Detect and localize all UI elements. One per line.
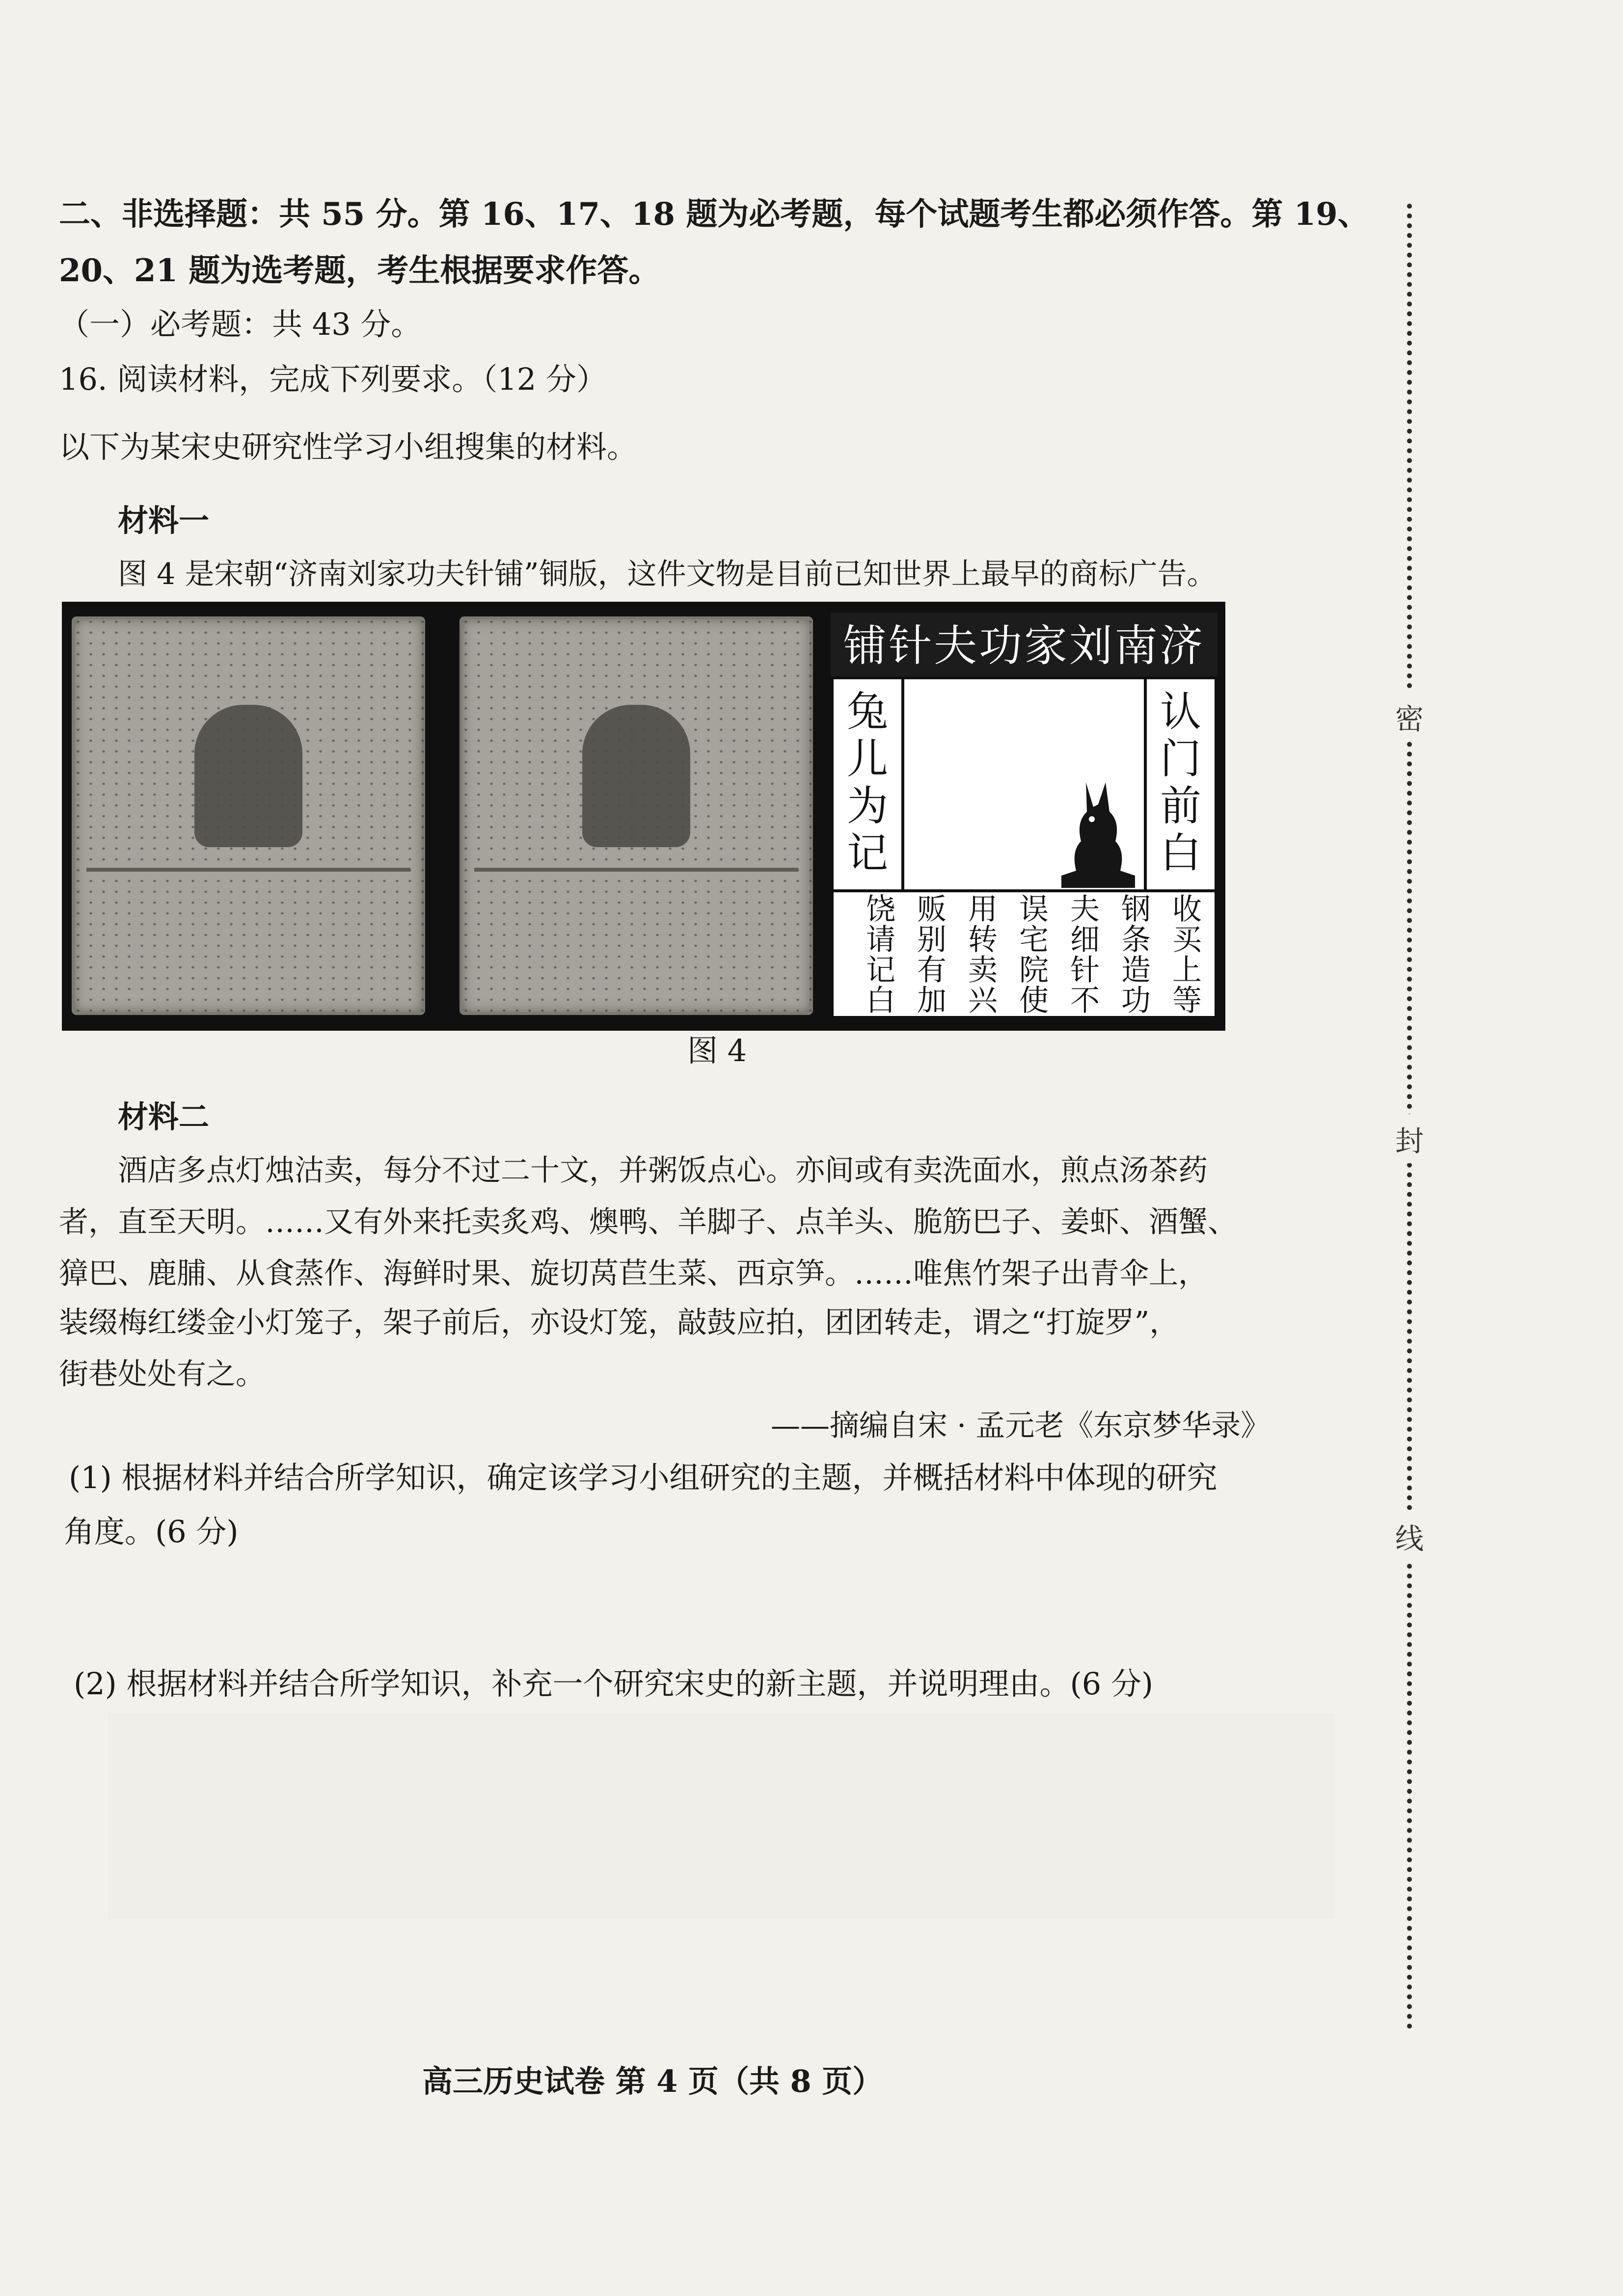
rabbit-figure-relief (194, 705, 302, 847)
drawing-bottom-panel (831, 889, 1217, 1019)
bronze-plate-drawing (828, 610, 1220, 1022)
answer-area[interactable] (108, 1713, 1335, 1919)
drawing-column-5: 用转卖兴 (968, 892, 998, 1018)
material2-label: 材料二 (118, 1099, 210, 1135)
material2-line-1: 酒店多点灯烛沽卖，每分不过二十文，并粥饭点心。亦间或有卖洗面水，煎点汤茶药 (118, 1153, 1208, 1188)
drawing-center-panel (901, 676, 1147, 892)
material1-text: 图 4 是宋朝“济南刘家功夫针铺”铜版，这件文物是目前已知世界上最早的商标广告。 (118, 557, 1217, 591)
drawing-column-2: 钢条造功 (1121, 892, 1151, 1018)
page-footer: 高三历史试卷 第 4 页（共 8 页） (422, 2063, 883, 2099)
drawing-right-panel (1144, 676, 1217, 892)
material2-line-2: 者，直至天明。……又有外来托卖炙鸡、燠鸭、羊脚子、点羊头、脆筋巴子、姜虾、酒蟹、 (59, 1205, 1237, 1239)
rabbit-icon (1052, 777, 1145, 890)
material2-line-3: 獐巴、鹿脯、从食蒸作、海鲜时果、旋切莴苣生菜、西京笋。……唯焦竹架子出青伞上， (59, 1256, 1208, 1291)
drawing-right-text: 认门前白 (1160, 688, 1201, 877)
binding-xian: 线 (1395, 1512, 1424, 1561)
material2-source: ——摘编自宋 · 孟元老《东京梦华录》 (771, 1409, 1271, 1443)
material2-line-4: 装缀梅红缕金小灯笼子，架子前后，亦设灯笼，敲鼓应拍，团团转走，谓之“打旋罗”， (59, 1306, 1179, 1340)
part1-line1: (1) 根据材料并结合所学知识，确定该学习小组研究的主题，并概括材料中体现的研究 (69, 1460, 1217, 1495)
section-header-line1: 二、非选择题：共 55 分。第 16、17、18 题为必考题，每个试题考生都必须作答。第 19、 (59, 196, 1369, 233)
part2-question: (2) 根据材料并结合所学知识，补充一个研究宋史的新主题，并说明理由。(6 分) (74, 1666, 1154, 1702)
section-header-line2: 20、21 题为选考题，考生根据要求作答。 (59, 252, 660, 289)
drawing-column-7: 饶请记白 (866, 892, 895, 1018)
question-intro: 以下为某宋史研究性学习小组搜集的材料。 (59, 429, 638, 465)
part1-line2: 角度。(6 分) (64, 1514, 239, 1549)
question-title: 16. 阅读材料，完成下列要求。（12 分） (59, 361, 607, 397)
drawing-left-text: 兔儿为记 (846, 688, 888, 877)
drawing-column-4: 误宅院使 (1019, 892, 1049, 1018)
drawing-column-6: 贩别有加 (917, 892, 947, 1018)
material2-line-5: 街巷处处有之。 (59, 1357, 265, 1391)
drawing-left-panel (831, 676, 904, 892)
bronze-plate-photo-2 (460, 616, 813, 1015)
figure-4 (62, 602, 1225, 1031)
bronze-plate-photo-1 (72, 616, 425, 1015)
drawing-column-1: 收买上等 (1172, 892, 1202, 1018)
figure-caption: 图 4 (687, 1033, 747, 1068)
binding-mi: 密 (1395, 692, 1424, 741)
rabbit-figure-relief (582, 705, 690, 847)
binding-feng: 封 (1395, 1114, 1424, 1163)
section-subheader: （一）必考题：共 43 分。 (59, 306, 422, 342)
material1-label: 材料一 (118, 503, 210, 538)
drawing-column-3: 夫细针不 (1070, 892, 1100, 1018)
drawing-title: 铺针夫功家刘南济 (831, 613, 1217, 679)
